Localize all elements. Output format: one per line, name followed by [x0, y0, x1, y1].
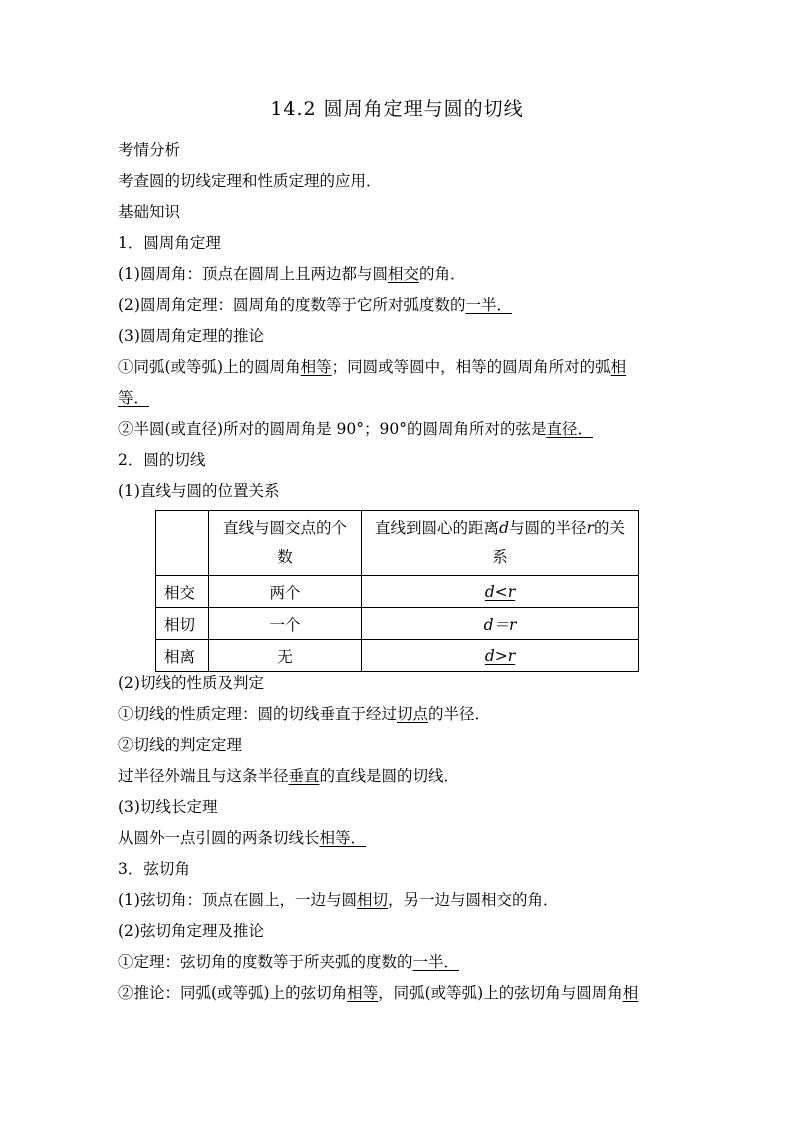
answer-blank: 等． — [118, 389, 150, 407]
text: 数 — [277, 548, 293, 566]
text: 直线与圆交点的个 — [222, 519, 347, 537]
text: (1)圆周角：顶点在圆周上且两边都与圆 — [118, 265, 388, 283]
table-cell: 一个 — [209, 608, 362, 640]
text: (2)圆周角定理：圆周角的度数等于它所对弧度数的 — [118, 296, 466, 314]
paragraph-tangent-criterion-heading: ②切线的判定定理 — [118, 736, 243, 754]
paragraph-chord-tangent-theorem — [118, 952, 459, 972]
table-header-cell — [156, 511, 209, 576]
paragraph-corollary-1-cont — [118, 388, 149, 408]
text: ②推论：同弧(或等弧)上的弦切角 — [118, 984, 348, 1002]
answer-blank: d<r — [484, 582, 516, 601]
paragraph-inscribed-angle-def — [118, 264, 466, 284]
answer-blank: d>r — [484, 646, 516, 665]
table-cell — [362, 640, 639, 672]
text: ①同弧(或等弧)上的圆周角 — [118, 358, 301, 376]
paragraph-corollary-heading: (3)圆周角定理的推论 — [118, 327, 264, 345]
table-cell — [362, 608, 639, 640]
table-cell: 相交 — [156, 576, 209, 608]
text: (1)弦切角：顶点在圆上，一边与圆 — [118, 891, 357, 909]
answer-blank: 一半． — [412, 953, 460, 971]
answer-blank: 相 — [610, 358, 627, 376]
text: ①定理：弦切角的度数等于所夹弧的度数的 — [118, 953, 413, 971]
paragraph-position-relation: (1)直线与圆的位置关系 — [118, 482, 280, 500]
table-cell: 相切 — [156, 608, 209, 640]
table-row — [156, 640, 639, 672]
text: 的关 — [593, 519, 625, 537]
paragraph-chord-tangent-def — [118, 890, 559, 910]
page-title: 14.2 圆周角定理与圆的切线 — [270, 98, 524, 120]
table-cell-text: d＝r — [483, 615, 517, 634]
relation-table — [155, 510, 639, 672]
text: ；同圆或等圆中，相等的圆周角所对的弧 — [331, 358, 611, 376]
paragraph-tangent-property — [118, 704, 490, 724]
text: 的半径． — [428, 705, 491, 723]
table-cell — [362, 576, 639, 608]
answer-blank: 相 — [622, 984, 639, 1002]
subsection-inscribed-angle: 1．圆周角定理 — [118, 234, 221, 252]
text: ，另一边与圆相交的角． — [387, 891, 559, 909]
text: 的直线是圆的切线． — [319, 767, 460, 785]
text: 的角． — [418, 265, 466, 283]
subsection-tangent: 2．圆的切线 — [118, 451, 206, 469]
subsection-chord-tangent-angle: 3．弦切角 — [118, 860, 190, 878]
paragraph-inscribed-angle-theorem — [118, 295, 512, 315]
paragraph-tangent-property-heading: (2)切线的性质及判定 — [118, 674, 264, 692]
text: r — [586, 519, 594, 537]
answer-blank: 相等． — [319, 829, 367, 847]
text: d — [499, 519, 509, 537]
answer-blank: 垂直 — [288, 767, 320, 785]
table-cell: 相离 — [156, 640, 209, 672]
text: 系 — [492, 548, 508, 566]
answer-blank: 相等 — [347, 984, 379, 1002]
table-row — [156, 576, 639, 608]
table-header-cell — [209, 511, 362, 576]
paragraph-tangent-length-heading: (3)切线长定理 — [118, 798, 218, 816]
text: 从圆外一点引圆的两条切线长 — [118, 829, 320, 847]
table-row — [156, 608, 639, 640]
table-header-cell — [362, 511, 639, 576]
text: 与圆的半径 — [509, 519, 587, 537]
section-heading-analysis: 考情分析 — [118, 141, 181, 159]
paragraph-tangent-criterion — [118, 766, 459, 786]
answer-blank: 相等 — [300, 358, 332, 376]
answer-blank: 相交 — [387, 265, 419, 283]
paragraph-tangent-length — [118, 828, 366, 848]
paragraph-corollary-1 — [118, 357, 626, 377]
table-cell: 两个 — [209, 576, 362, 608]
paragraph-analysis: 考查圆的切线定理和性质定理的应用． — [118, 172, 382, 190]
table-header-row — [156, 511, 639, 576]
table-cell: 无 — [209, 640, 362, 672]
paragraph-corollary-2 — [118, 419, 593, 439]
paragraph-chord-tangent-corollary — [118, 983, 638, 1003]
answer-blank: 相切 — [356, 891, 388, 909]
answer-blank: 切点 — [397, 705, 429, 723]
answer-blank: 直径． — [546, 420, 593, 438]
text: ，同弧(或等弧)上的弦切角与圆周角 — [378, 984, 623, 1002]
answer-blank: 一半． — [465, 296, 512, 314]
text: ①切线的性质定理：圆的切线垂直于经过 — [118, 705, 398, 723]
text: 直线到圆心的距离 — [375, 519, 500, 537]
paragraph-chord-tangent-theorem-heading: (2)弦切角定理及推论 — [118, 922, 264, 940]
section-heading-basics: 基础知识 — [118, 203, 181, 221]
text: ②半圆(或直径)所对的圆周角是 90°；90°的圆周角所对的弦是 — [118, 420, 547, 438]
text: 过半径外端且与这条半径 — [118, 767, 289, 785]
